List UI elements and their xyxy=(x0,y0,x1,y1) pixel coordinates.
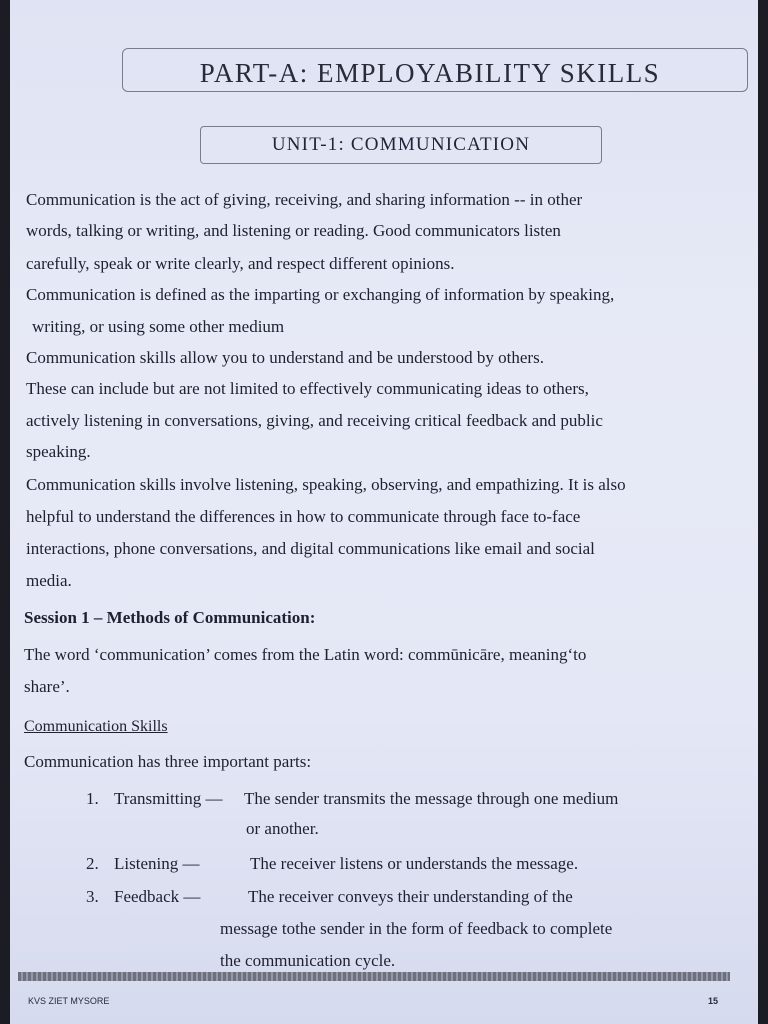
latin-line: share’. xyxy=(24,677,70,696)
latin-line: The word ‘communication’ comes from the Latin word: commūnicāre, meaning‘to xyxy=(24,645,587,664)
body-line: speaking. xyxy=(26,442,91,461)
part-title: PART-A: EMPLOYABILITY SKILLS xyxy=(199,58,661,88)
body-line: writing, or using some other medium xyxy=(32,317,285,336)
list-text: The receiver listens or understands the message. xyxy=(250,854,579,873)
list-number: 3. xyxy=(86,887,99,906)
skills-heading: Communication Skills xyxy=(24,718,168,735)
list-term: Feedback — xyxy=(114,887,201,906)
parts-intro: Communication has three important parts: xyxy=(24,752,312,771)
body-line: Communication skills allow you to understand and be understood by others. xyxy=(26,348,544,367)
footer-institution: KVS ZIET MYSORE xyxy=(28,996,110,1006)
list-text: The receiver conveys their understanding of the xyxy=(248,887,573,906)
body-line: These can include but are not limited to effectively communicating ideas to others, xyxy=(26,379,589,398)
body-line: carefully, speak or write clearly, and respect different opinions. xyxy=(26,254,455,273)
session-heading: Session 1 – Methods of Communication: xyxy=(24,608,316,627)
footer-rule xyxy=(18,972,730,981)
body-line: interactions, phone conversations, and digital communications like email and social xyxy=(26,539,595,558)
body-line: helpful to understand the differences in how to communicate through face to-face xyxy=(26,507,581,526)
list-term: Transmitting — xyxy=(114,789,223,808)
list-text: or another. xyxy=(246,819,319,838)
body-line: Communication is defined as the imparting or exchanging of information by speaking, xyxy=(26,285,615,304)
body-line: Communication skills involve listening, speaking, observing, and empathizing. It is also xyxy=(26,475,626,494)
body-line: media. xyxy=(26,571,72,590)
body-line: Communication is the act of giving, receiving, and sharing information -- in other xyxy=(26,190,583,209)
unit-title: UNIT-1: COMMUNICATION xyxy=(271,134,531,155)
list-term: Listening — xyxy=(114,854,200,873)
body-line: actively listening in conversations, giving, and receiving critical feedback and public xyxy=(26,411,603,430)
list-number: 2. xyxy=(86,854,99,873)
list-text: message tothe sender in the form of feedback to complete xyxy=(220,919,613,938)
body-line: words, talking or writing, and listening or reading. Good communicators listen xyxy=(26,221,561,240)
list-text: the communication cycle. xyxy=(220,951,396,970)
list-number: 1. xyxy=(86,789,99,808)
page-number: 15 xyxy=(708,996,719,1006)
document-page xyxy=(10,0,758,1024)
list-text: The sender transmits the message through one medium xyxy=(244,789,619,808)
